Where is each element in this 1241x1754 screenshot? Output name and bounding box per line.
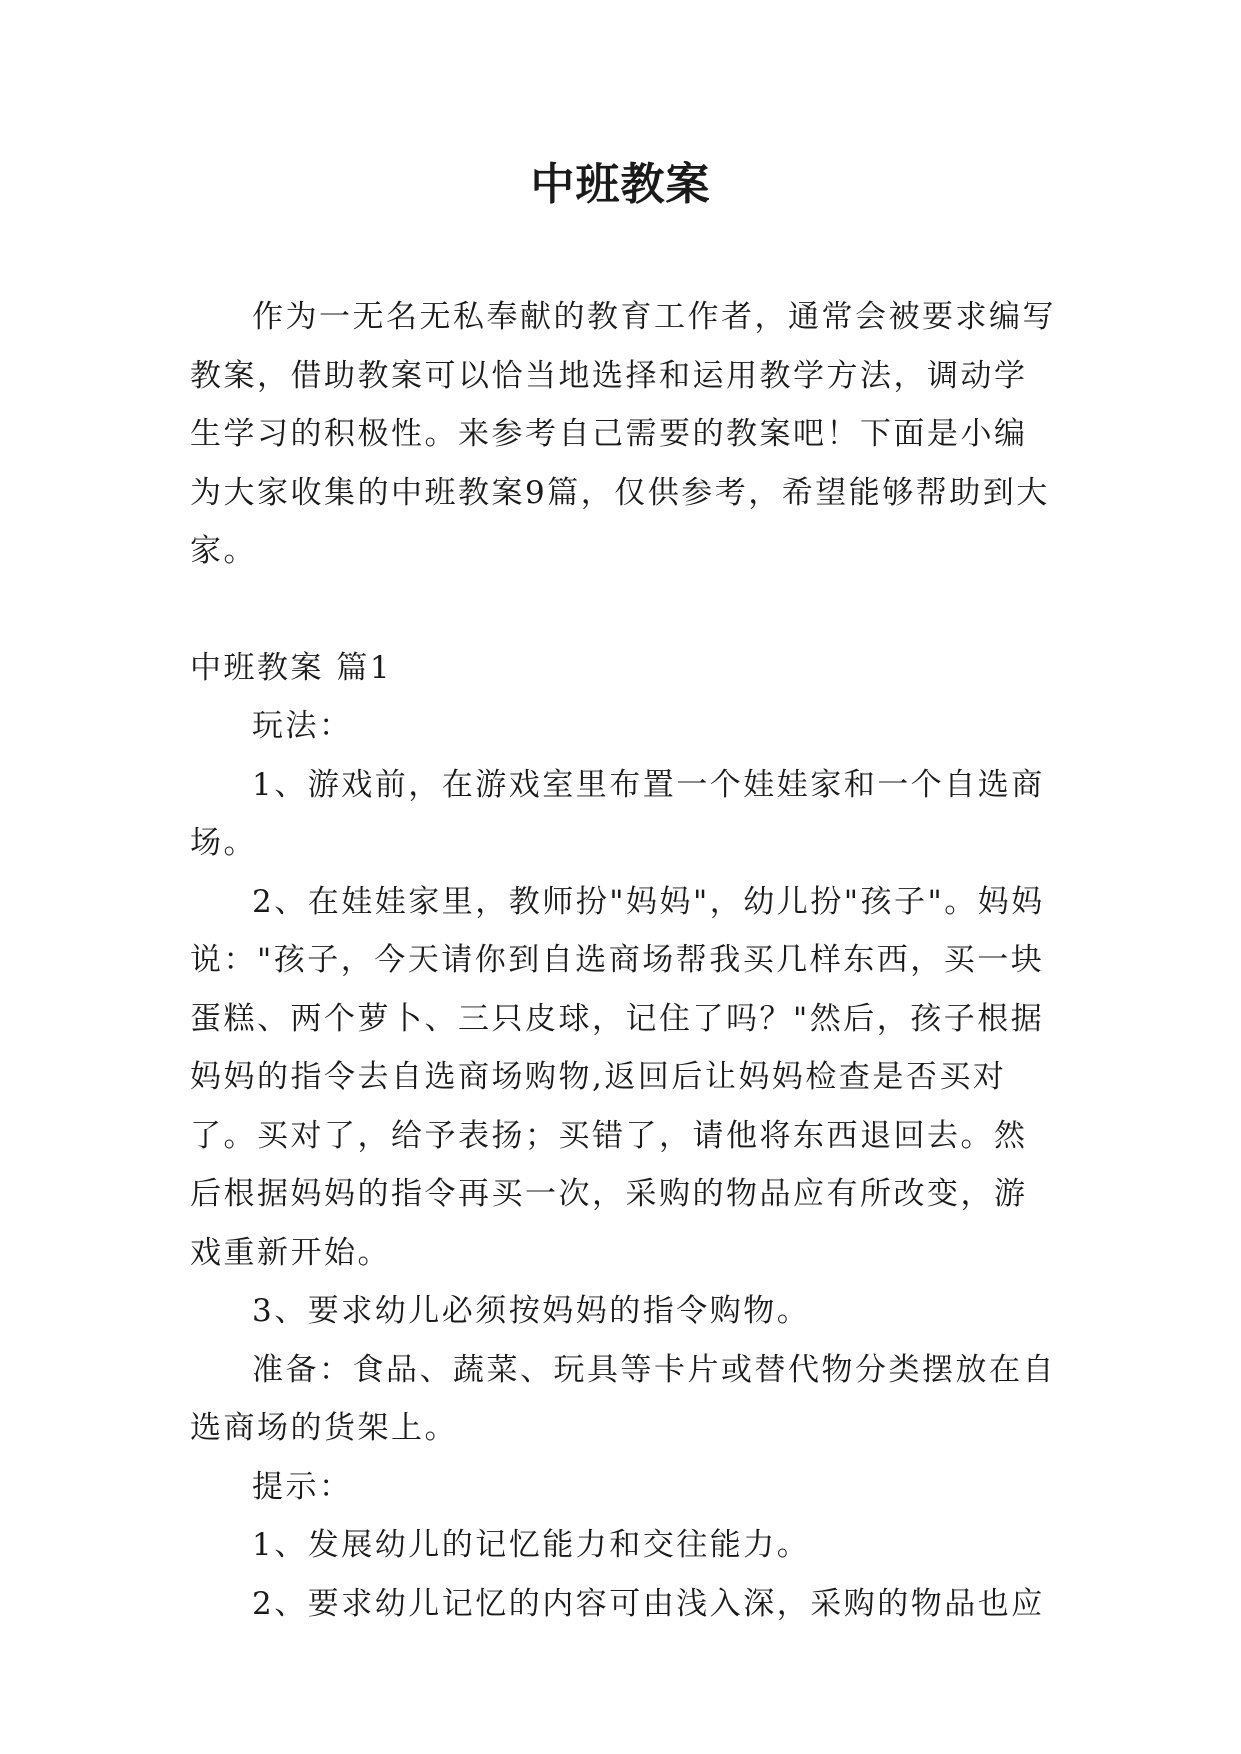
section-heading: 中班教案 篇1 — [190, 649, 393, 686]
document-body — [190, 288, 1060, 1633]
paragraph-tips-label: 提示： — [252, 1468, 353, 1505]
paragraph-preparation: 准备：食品、蔬菜、玩具等卡片或替代物分类摆放在自选商场的货架上。 — [190, 1351, 1056, 1446]
paragraph-step-2: 2、在娃娃家里，教师扮"妈妈"，幼儿扮"孩子"。妈妈说："孩子，今天请你到自选商场帮我买几样东西，买一块蛋糕、两个萝卜、三只皮球，记住了吗？"然后，孩子根据妈妈的指令去自选商场购物,返回后让妈妈检查是否买对了。买对了，给予表扬；买错了，请他将东西退回去。然后根据妈妈的指令再买一次，采购的物品应有所改变，游戏重新开始。 — [190, 883, 1045, 1271]
paragraph-tip-1: 1、发展幼儿的记忆能力和交往能力。 — [252, 1527, 811, 1563]
paragraph-step-3: 3、要求幼儿必须按妈妈的指令购物。 — [252, 1293, 811, 1329]
document-title: 中班教案 — [530, 159, 711, 210]
paragraph-play-method-label: 玩法： — [252, 708, 353, 744]
paragraph-step-1: 1、游戏前，在游戏室里布置一个娃娃家和一个自选商场。 — [190, 766, 1045, 861]
paragraph-tip-2: 2、要求幼儿记忆的内容可由浅入深，采购的物品也应 — [252, 1585, 1045, 1622]
intro-paragraph: 作为一无名无私奉献的教育工作者，通常会被要求编写教案，借助教案可以恰当地选择和运用教学方法，调动学生学习的积极性。来参考自己需要的教案吧！下面是小编为大家收集的中班教案9篇，仅供参考，希望能够帮助到大家。 — [190, 299, 1056, 569]
